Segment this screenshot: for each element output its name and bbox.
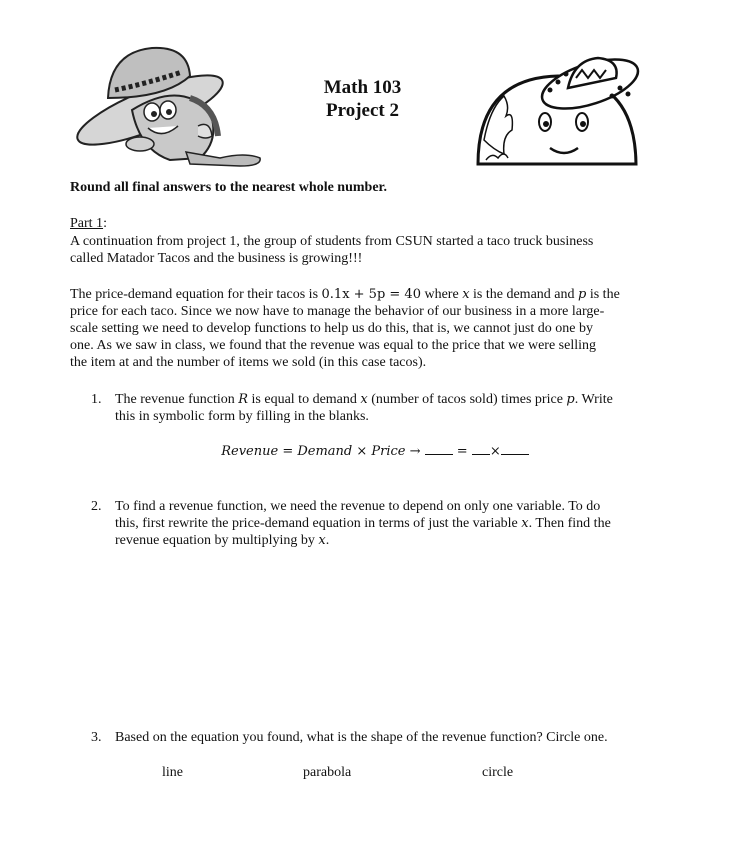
- part1-heading: [70, 215, 107, 232]
- question-text: .: [325, 533, 330, 548]
- rounding-instruction: Round all final answers to the nearest whole number.: [70, 180, 387, 195]
- revenue-equation: [0, 443, 750, 460]
- revenue-blank: [425, 444, 453, 455]
- times-sign: ×: [489, 444, 501, 459]
- taco-sombrero-mascot-image: [70, 40, 275, 168]
- paragraph-text: is the demand and: [469, 287, 579, 302]
- smiling-taco-image: [470, 48, 645, 170]
- question-text: (number of tacos sold) times price: [367, 392, 567, 407]
- question-3-text: Based on the equation you found, what is the shape of the revenue function? Circle one.: [115, 730, 608, 745]
- question-2: [91, 498, 691, 549]
- question-text: revenue equation by multiplying by: [115, 533, 319, 548]
- price-demand-paragraph: [70, 286, 690, 371]
- part1-intro-line2: called Matador Tacos and the business is growing!!!: [70, 251, 363, 266]
- question-1: [91, 391, 691, 425]
- project-title: Project 2: [326, 100, 399, 121]
- equals-sign: =: [456, 444, 468, 459]
- part1-intro: [70, 233, 593, 267]
- part1-heading-colon: :: [103, 216, 107, 231]
- paragraph-line2: price for each taco. Since we now have to manage the behavior of our business in a more large-: [70, 304, 605, 319]
- question-text: this, first rewrite the price-demand equation in terms of just the variable: [115, 516, 522, 531]
- variable-x: x: [360, 392, 368, 407]
- question-2-text: [115, 498, 691, 549]
- question-2-line1: To find a revenue function, we need the revenue to depend on only one variable. To do: [115, 499, 601, 514]
- variable-R: R: [238, 392, 249, 407]
- question-1-line1: [115, 391, 691, 408]
- part1-intro-line1: A continuation from project 1, the group of students from CSUN started a taco truck business: [70, 234, 594, 249]
- option-circle[interactable]: circle: [482, 765, 514, 780]
- question-2-number: 2.: [91, 499, 102, 514]
- paragraph-line1: [70, 286, 690, 303]
- page-title: [300, 76, 425, 122]
- paragraph-text: is the: [586, 287, 620, 302]
- variable-x: x: [462, 287, 470, 302]
- paragraph-text: where: [420, 287, 463, 302]
- question-3-number: 3.: [91, 730, 102, 745]
- question-text: is equal to demand: [248, 392, 361, 407]
- question-text: . Write: [574, 392, 613, 407]
- price-demand-equation: 0.1x + 5p = 40: [321, 287, 421, 302]
- option-parabola[interactable]: parabola: [303, 765, 352, 780]
- question-text: . Then find the: [528, 516, 611, 531]
- option-line[interactable]: line: [162, 765, 183, 780]
- course-title: Math 103: [323, 77, 402, 98]
- demand-blank: [472, 444, 490, 455]
- variable-p: p: [566, 392, 575, 407]
- variable-p: p: [578, 287, 587, 302]
- variable-x: x: [318, 533, 326, 548]
- part1-heading-label: Part 1: [70, 216, 104, 231]
- question-2-line2: [115, 515, 691, 532]
- paragraph-line5: the item at and the number of items we sold (in this case tacos).: [70, 355, 427, 370]
- question-1-text: [115, 391, 691, 425]
- paragraph-line3: scale setting we need to develop functions to help us do this, that is, we cannot just do one by: [70, 321, 593, 336]
- variable-x: x: [521, 516, 529, 531]
- paragraph-line4: one. As we saw in class, we found that the revenue was equal to the price that we were selling: [70, 338, 596, 353]
- revenue-equation-text: Revenue = Demand × Price →: [221, 444, 421, 459]
- question-3: [91, 729, 691, 746]
- price-blank: [501, 444, 529, 455]
- question-1-number: 1.: [91, 392, 102, 407]
- question-1-line2: this in symbolic form by filling in the blanks.: [115, 409, 369, 424]
- paragraph-text: The price-demand equation for their tacos is: [70, 287, 322, 302]
- question-text: The revenue function: [115, 392, 239, 407]
- question-2-line3: [115, 532, 691, 549]
